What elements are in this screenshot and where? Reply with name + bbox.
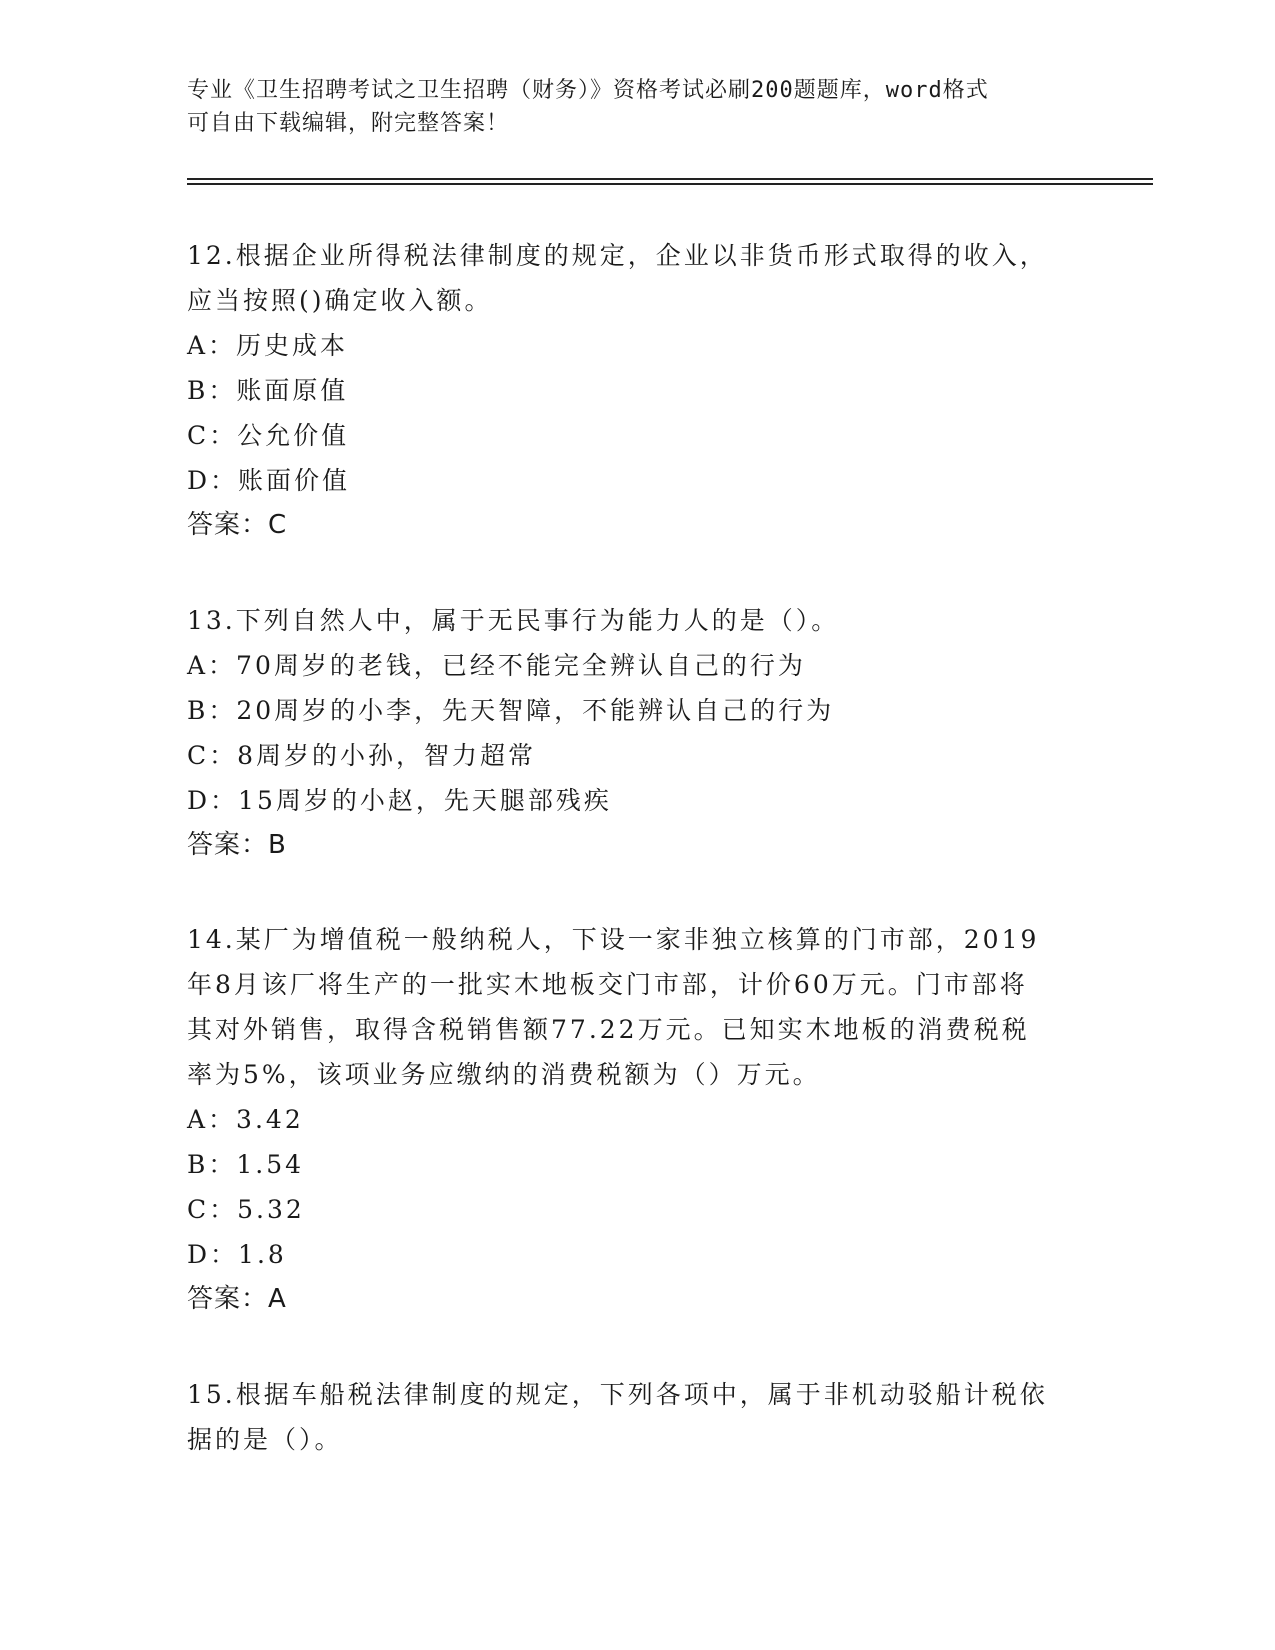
question-stem-line: 据的是（）。	[187, 1425, 343, 1454]
option-b: B：1.54	[187, 1150, 305, 1179]
answer-label: 答案：A	[187, 1284, 287, 1314]
option-c: C：8周岁的小孙，智力超常	[187, 741, 537, 770]
question-14	[187, 917, 1087, 1322]
option-d: D：账面价值	[187, 466, 351, 495]
option-b: B：账面原值	[187, 376, 349, 405]
document-header	[187, 74, 1067, 140]
question-stem-line: 14.某厂为增值税一般纳税人，下设一家非独立核算的门市部，2019	[187, 925, 1040, 954]
option-b: B：20周岁的小李，先天智障，不能辨认自己的行为	[187, 696, 835, 725]
option-a: A：历史成本	[187, 331, 349, 360]
option-d: D：15周岁的小赵，先天腿部残疾	[187, 786, 612, 815]
question-12	[187, 233, 1087, 548]
question-13	[187, 598, 1087, 868]
question-stem-line: 应当按照()确定收入额。	[187, 286, 493, 315]
option-a: A：3.42	[187, 1105, 304, 1134]
option-d: D：1.8	[187, 1240, 287, 1269]
option-a: A：70周岁的老钱，已经不能完全辨认自己的行为	[187, 651, 806, 680]
answer-label: 答案：B	[187, 830, 287, 860]
question-stem-line: 其对外销售，取得含税销售额77.22万元。已知实木地板的消费税税	[187, 1015, 1030, 1044]
option-c: C：5.32	[187, 1195, 305, 1224]
header-line-2: 可自由下载编辑，附完整答案！	[187, 111, 510, 136]
option-c: C：公允价值	[187, 421, 350, 450]
question-stem-line: 年8月该厂将生产的一批实木地板交门市部，计价60万元。门市部将	[187, 970, 1028, 999]
question-stem-line: 15.根据车船税法律制度的规定，下列各项中，属于非机动驳船计税依	[187, 1380, 1048, 1409]
answer-label: 答案：C	[187, 510, 288, 540]
question-stem-line: 率为5%，该项业务应缴纳的消费税额为（）万元。	[187, 1060, 821, 1089]
header-line-1: 专业《卫生招聘考试之卫生招聘（财务）》资格考试必刷200题题库，word格式	[187, 78, 989, 103]
header-divider	[187, 178, 1153, 185]
question-stem-line: 12.根据企业所得税法律制度的规定，企业以非货币形式取得的收入，	[187, 241, 1048, 270]
question-stem-line: 13.下列自然人中，属于无民事行为能力人的是（）。	[187, 606, 840, 635]
question-15	[187, 1372, 1087, 1462]
